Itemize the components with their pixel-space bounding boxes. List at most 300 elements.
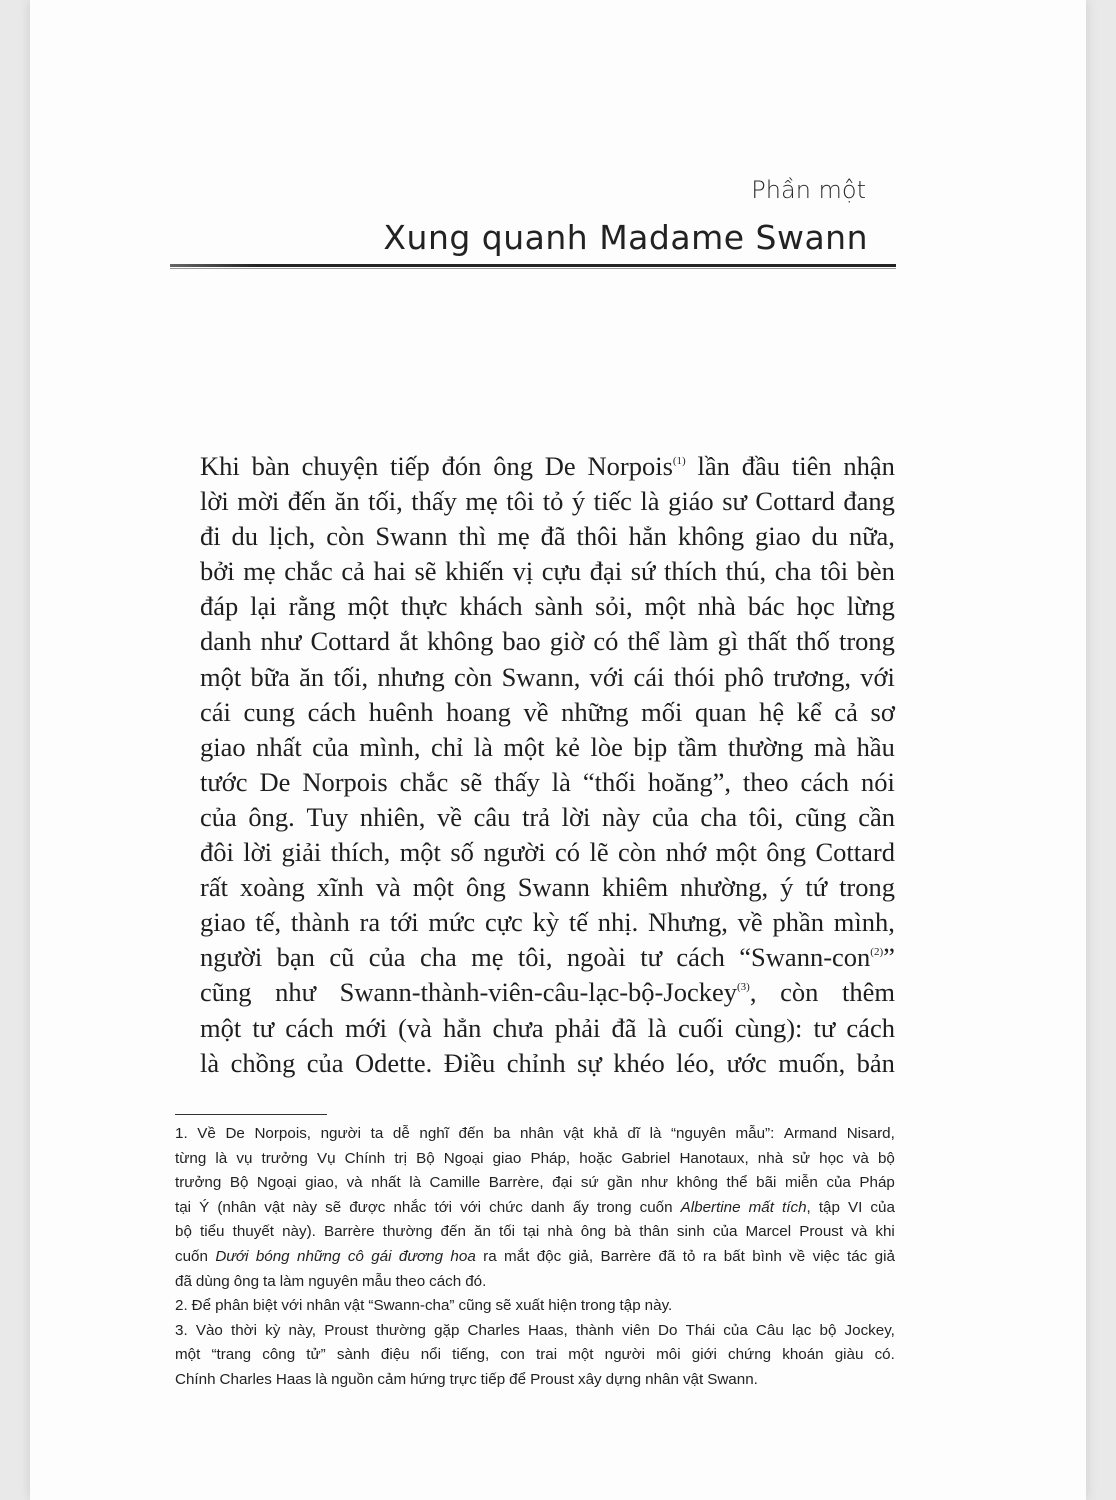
word (648, 905, 728, 940)
body-line (200, 730, 895, 765)
word (348, 589, 389, 624)
word (483, 1245, 497, 1270)
word (390, 449, 430, 484)
text-run: Swann-thành-viên-câu-lạc-bộ-Jockey (339, 977, 737, 1008)
word (503, 730, 544, 765)
text-run: cuối (677, 1012, 724, 1043)
text-run: một (644, 591, 686, 622)
text-run: theo (742, 766, 789, 797)
word (518, 870, 590, 905)
word (857, 1046, 895, 1081)
text-run: “thối (582, 766, 636, 797)
word (442, 449, 482, 484)
word (849, 519, 895, 554)
text-run: trong (580, 1297, 616, 1315)
word (633, 730, 667, 765)
text-run: cách (429, 1272, 462, 1290)
word (329, 940, 354, 975)
text-run: hệ (759, 696, 785, 727)
text-run: nhà (697, 591, 736, 622)
word (255, 905, 281, 940)
text-run: của (368, 942, 406, 973)
word (645, 1294, 673, 1319)
word (306, 1343, 325, 1368)
word (308, 1270, 358, 1295)
word (815, 835, 895, 870)
word (839, 624, 895, 659)
text-run: một (200, 1012, 242, 1043)
text-run: đương (398, 1247, 444, 1265)
text-run: cựu (541, 556, 582, 587)
word (371, 1245, 391, 1270)
text-run: với (281, 1297, 303, 1315)
text-run: trong (596, 1198, 632, 1216)
body-line (200, 905, 895, 940)
word (263, 1270, 276, 1295)
word (756, 1171, 776, 1196)
word (847, 1245, 867, 1270)
text-run: Tuy (306, 801, 349, 832)
text-run: Để (191, 1297, 212, 1315)
word (393, 1196, 426, 1221)
word (254, 1122, 311, 1147)
text-run: lời (200, 486, 229, 517)
text-run: mình, (833, 907, 895, 938)
word (645, 1368, 679, 1393)
text-run: người (604, 1346, 646, 1364)
text-run: cuốn (175, 1247, 208, 1265)
word (513, 554, 534, 589)
text-run: tầm (677, 731, 718, 762)
text-run: bản (856, 1047, 895, 1078)
word (251, 660, 290, 695)
text-run: khéo (613, 1047, 665, 1078)
text-run: chỉ (430, 731, 464, 762)
word (375, 519, 447, 554)
body-line (200, 554, 895, 589)
text-run: cũng (200, 977, 252, 1008)
text-run: trả (522, 801, 551, 832)
word (493, 449, 533, 484)
text-run: đại (552, 1174, 573, 1192)
text-run: không (427, 626, 494, 657)
footnote-ref[interactable]: (3) (736, 981, 750, 994)
word (728, 730, 804, 765)
word (499, 1220, 515, 1245)
word (393, 1122, 410, 1147)
text-run: bàn (251, 451, 290, 481)
text-run: lần (697, 451, 730, 481)
footnote-ref[interactable]: (1) (672, 455, 686, 467)
word (766, 835, 806, 870)
word (192, 1294, 211, 1319)
body-line (200, 975, 895, 1010)
text-run: sứ (580, 1174, 599, 1192)
text-run: tế, (255, 907, 282, 938)
word (506, 484, 534, 519)
word (262, 1343, 295, 1368)
word (398, 1011, 432, 1046)
text-run: trai (535, 1346, 558, 1364)
text-run: cả (341, 556, 365, 587)
word (530, 1147, 570, 1172)
text-run: lòe (590, 731, 623, 762)
word (381, 1343, 410, 1368)
text-run: vụ (236, 1149, 253, 1167)
word (281, 1294, 302, 1319)
text-run: làm (279, 1272, 305, 1290)
text-run: dùng (195, 1272, 230, 1290)
text-run: học (819, 1149, 844, 1167)
word (200, 870, 228, 905)
text-run: lịch, (268, 521, 316, 552)
word (577, 1046, 602, 1081)
word (175, 1171, 221, 1196)
word (782, 1196, 811, 1221)
word (231, 1319, 257, 1344)
text-run: của (723, 1321, 748, 1339)
word (345, 1147, 386, 1172)
word (233, 1220, 274, 1245)
text-run: ước (726, 1047, 767, 1078)
word (758, 1147, 783, 1172)
text-run: đã (611, 1012, 637, 1043)
word (735, 1122, 774, 1147)
text-run: Khi (200, 451, 240, 481)
footnote-line (175, 1196, 895, 1221)
text-run: tôi (820, 556, 849, 587)
word (746, 1220, 792, 1245)
footnote-line (175, 1270, 895, 1295)
word (199, 1196, 209, 1221)
word (875, 1343, 895, 1368)
word (695, 695, 747, 730)
word (399, 624, 418, 659)
text-run: chắc (399, 766, 449, 797)
text-run: làm (668, 626, 709, 657)
text-run: là (640, 486, 660, 517)
word (552, 765, 571, 800)
word (605, 1343, 645, 1368)
text-run: ra (702, 1247, 717, 1265)
word (834, 695, 858, 730)
word (253, 1294, 278, 1319)
text-run: cha (774, 556, 812, 587)
word (859, 1171, 894, 1196)
word (450, 835, 474, 870)
word (310, 624, 390, 659)
body-line (200, 519, 895, 554)
text-run: lời (243, 837, 273, 868)
word (200, 519, 221, 554)
text-run: cái (633, 661, 665, 692)
word (460, 765, 482, 800)
text-run: du (231, 521, 259, 552)
text-run: hẳn (628, 521, 667, 552)
text-run: ông (466, 872, 506, 903)
word (843, 484, 895, 519)
text-run: thấy (411, 486, 457, 517)
word (555, 1011, 601, 1046)
text-run: Haas (275, 1370, 312, 1388)
word (698, 449, 730, 484)
footnote-line (175, 1294, 895, 1319)
word (200, 730, 246, 765)
text-run: mẹ (465, 486, 498, 517)
text-run: đến (458, 1125, 484, 1142)
text-run: nhân (306, 1297, 341, 1315)
word (631, 554, 656, 589)
word (639, 1220, 669, 1245)
word (718, 624, 739, 659)
word (853, 1147, 869, 1172)
word (308, 695, 357, 730)
word (796, 624, 830, 659)
word (344, 1294, 364, 1319)
word (175, 1270, 192, 1295)
word (591, 730, 623, 765)
word (656, 1343, 680, 1368)
word (589, 835, 608, 870)
word (200, 905, 246, 940)
word (522, 800, 550, 835)
title-divider (170, 264, 896, 267)
word (306, 1294, 340, 1319)
word (175, 1343, 200, 1368)
word (686, 1319, 716, 1344)
word (545, 449, 576, 484)
word (629, 519, 667, 554)
footnote-ref[interactable]: (2) (870, 946, 884, 959)
text-run: cực (484, 907, 523, 938)
text-run: xoàng (239, 872, 305, 903)
text-run: gì (717, 626, 739, 657)
word (200, 765, 248, 800)
text-run: nhường, (680, 872, 769, 903)
text-run: ngoài (566, 942, 626, 973)
text-run: này (602, 801, 641, 832)
word (576, 1319, 614, 1344)
text-run: cái (200, 696, 231, 727)
text-run: có. (874, 1346, 895, 1364)
text-run: thời (230, 1321, 257, 1339)
word (805, 870, 827, 905)
text-run: tối, (333, 661, 369, 692)
word (324, 1220, 375, 1245)
text-run: ăn (299, 661, 325, 692)
text-run: Jockey, (844, 1321, 895, 1339)
word (581, 1171, 599, 1196)
text-run: này. (644, 1297, 673, 1315)
text-run: Ngoại (256, 1174, 297, 1192)
word (797, 589, 835, 624)
word (410, 1368, 446, 1393)
text-run: người (200, 942, 263, 973)
text-run: huênh (368, 696, 434, 727)
word (518, 940, 553, 975)
text-run: bất (723, 1247, 745, 1265)
word (390, 905, 419, 940)
word (834, 905, 895, 940)
word (742, 449, 780, 484)
text-run: tước (200, 766, 248, 797)
text-run: bãi (756, 1174, 777, 1192)
footnote-line (175, 1171, 895, 1196)
text-run: của (712, 1223, 738, 1241)
word (676, 940, 725, 975)
word (281, 835, 321, 870)
word (759, 695, 784, 730)
text-run: giả (874, 1247, 895, 1265)
word (217, 1196, 256, 1221)
text-run: của (870, 1198, 895, 1216)
word (243, 554, 275, 589)
text-run: thân (639, 1223, 669, 1241)
word (621, 1147, 670, 1172)
text-run: lẽ (589, 837, 609, 868)
footnote-line (175, 1122, 895, 1147)
text-run: mẹ (497, 521, 530, 552)
text-run: bình (752, 1247, 782, 1265)
word (813, 1245, 840, 1270)
word (780, 975, 818, 1010)
body-line (200, 800, 895, 835)
word (870, 1196, 895, 1221)
text-run: phần (772, 907, 824, 938)
text-run: Barrère, (488, 1174, 544, 1192)
word (590, 660, 625, 695)
text-run: Swann (517, 872, 590, 903)
word (678, 1011, 724, 1046)
text-run: cha (700, 801, 738, 832)
word (200, 1046, 219, 1081)
word (748, 589, 785, 624)
text-run: trị (394, 1149, 407, 1167)
text-run: thì (458, 521, 487, 552)
text-run: này). (282, 1223, 316, 1241)
word (590, 554, 622, 589)
word (459, 1294, 492, 1319)
word (445, 554, 504, 589)
word (197, 1122, 216, 1147)
word (215, 1294, 249, 1319)
text-run: dĩ (627, 1125, 640, 1142)
word (355, 1046, 432, 1081)
word (756, 1319, 784, 1344)
word (256, 1245, 290, 1270)
word (399, 1245, 443, 1270)
word (340, 975, 757, 1010)
text-run: Nhưng, (648, 907, 728, 938)
word (858, 800, 895, 835)
text-run: sứ (630, 556, 656, 587)
word (307, 1046, 344, 1081)
body-line (200, 870, 895, 905)
text-run: chức (489, 1198, 523, 1216)
text-run: mình, (359, 731, 421, 762)
text-run: việc (812, 1247, 840, 1265)
word (282, 1220, 316, 1245)
text-run: đôi (200, 837, 234, 868)
word (845, 1319, 895, 1344)
word (875, 1245, 895, 1270)
text-run: ta (263, 1272, 276, 1290)
text-run: thêm (841, 977, 895, 1008)
body-line (200, 449, 895, 484)
word (474, 800, 511, 835)
text-run: lạc (791, 1321, 812, 1339)
word (452, 1343, 489, 1368)
word (299, 660, 324, 695)
text-run: thất (747, 626, 788, 657)
word (562, 800, 591, 835)
text-run: con (500, 1346, 525, 1364)
text-run: , (749, 977, 757, 1008)
word (843, 449, 895, 484)
word (857, 730, 895, 765)
text-run: mẹ (471, 942, 504, 973)
text-run: và (375, 872, 401, 903)
word (515, 1294, 544, 1319)
word (285, 1011, 334, 1046)
text-run: lại (250, 591, 277, 622)
word (345, 1011, 387, 1046)
word (542, 554, 581, 589)
text-run: đáp (200, 591, 239, 622)
text-run: một (715, 837, 757, 868)
text-run: tiếc (593, 486, 632, 517)
word (543, 484, 564, 519)
word (293, 1196, 318, 1221)
text-run: tại (523, 1223, 540, 1241)
text-run: vật (563, 1125, 584, 1142)
word (678, 519, 744, 554)
text-run: cảm (377, 1370, 407, 1388)
text-run: du (811, 521, 839, 552)
title-divider-thin (170, 268, 896, 269)
word (826, 1171, 851, 1196)
text-run: ” (883, 942, 895, 973)
word (738, 905, 763, 940)
word (749, 1196, 774, 1221)
book-page (30, 0, 1086, 1500)
text-run: cùng): (734, 1012, 803, 1043)
text-run: vật (682, 1370, 704, 1388)
word (677, 1171, 718, 1196)
word (362, 1270, 392, 1295)
text-run: sư (722, 486, 747, 517)
text-run: muốn, (778, 1047, 846, 1078)
body-line (200, 1046, 895, 1081)
word (727, 1171, 748, 1196)
word (847, 1122, 895, 1147)
text-run: thích, (330, 837, 391, 868)
word (265, 1319, 280, 1344)
word (400, 835, 441, 870)
text-run: bèn (856, 556, 895, 587)
word (676, 1046, 715, 1081)
word (441, 1220, 466, 1245)
word (792, 1319, 811, 1344)
word (536, 1343, 557, 1368)
word (645, 589, 686, 624)
word (459, 1122, 484, 1147)
text-run: điệu (380, 1346, 410, 1364)
text-run: Pháp, (530, 1149, 571, 1167)
word (579, 1147, 612, 1172)
word (569, 905, 588, 940)
text-run: Camille (429, 1174, 481, 1192)
